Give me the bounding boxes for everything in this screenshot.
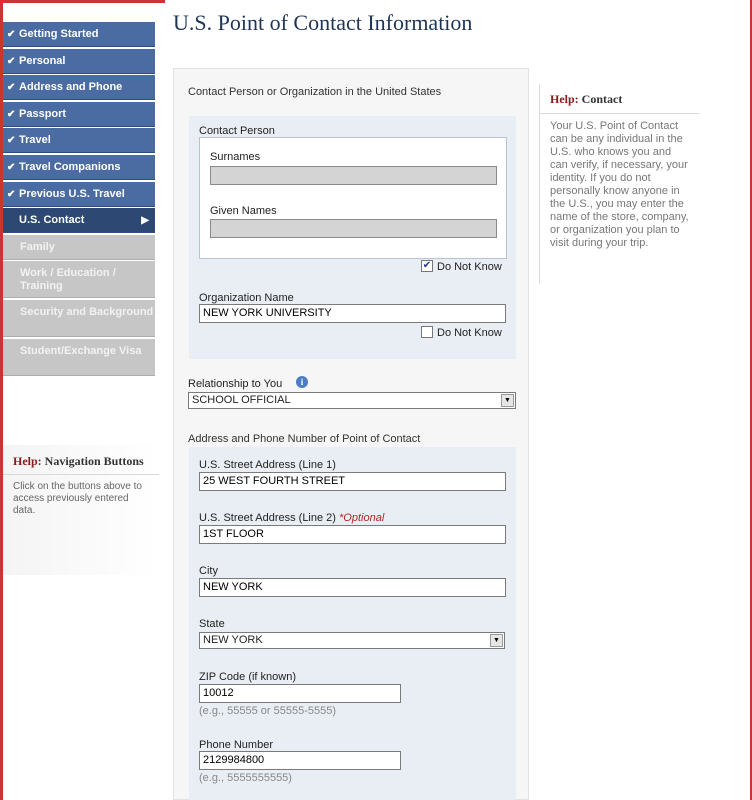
street-line2-label: U.S. Street Address (Line 2) *Optional [199, 512, 385, 524]
check-icon: ✔ [7, 55, 16, 67]
sidebar-item-label: U.S. Contact [19, 214, 85, 227]
org-do-not-know-label: Do Not Know [437, 327, 502, 339]
sidebar-item-label: Work / Education / Training [20, 267, 116, 293]
phone-label: Phone Number [199, 739, 273, 751]
sidebar-item-personal[interactable] [3, 49, 155, 74]
surnames-label: Surnames [210, 151, 261, 163]
sidebar-item-label: Personal [19, 54, 66, 67]
city-input[interactable]: NEW YORK [199, 578, 506, 597]
sidebar-item-label: Travel [19, 134, 51, 147]
given-names-label: Given Names [210, 205, 277, 217]
relationship-value: SCHOOL OFFICIAL [192, 394, 291, 406]
sidebar-item-passport[interactable] [3, 102, 155, 127]
given-names-input[interactable] [210, 219, 497, 238]
sidebar-item-getting-started[interactable] [3, 22, 155, 47]
chevron-down-icon: ▼ [490, 634, 503, 647]
state-value: NEW YORK [203, 634, 263, 646]
street-line2-input[interactable]: 1ST FLOOR [199, 525, 506, 544]
city-label: City [199, 565, 218, 577]
navigation-help-panel [3, 445, 159, 575]
relationship-select[interactable] [188, 392, 516, 409]
street-line1-input[interactable]: 25 WEST FOURTH STREET [199, 472, 506, 491]
navigation-help-title: Help: Navigation Buttons [3, 445, 159, 475]
zip-label: ZIP Code (if known) [199, 671, 297, 683]
sidebar-item-work-education [3, 261, 155, 298]
sidebar-item-security [3, 300, 155, 337]
state-label: State [199, 618, 225, 630]
sidebar-item-label: Travel Companions [19, 160, 121, 173]
organization-name-input[interactable]: NEW YORK UNIVERSITY [199, 304, 506, 323]
person-do-not-know-checkbox[interactable]: ✔ [422, 260, 432, 271]
contact-help-text: Your U.S. Point of Contact can be any individual in the U.S. who knows you and can verify, if necessary, your identity. If you do not personally know anyone in the U.S., you may enter the name of the store, company, or organization you plan to visit during your trip. [550, 120, 689, 249]
contact-help-panel [539, 84, 699, 250]
sidebar-item-travel[interactable] [3, 128, 155, 153]
page-title: U.S. Point of Contact Information [173, 10, 473, 35]
phone-input[interactable]: 2129984800 [199, 751, 401, 770]
sidebar-item-previous-us-travel[interactable] [3, 182, 155, 207]
sidebar-item-address-and-phone[interactable] [3, 75, 155, 100]
sidebar-item-label: Security and Background [20, 305, 154, 318]
sidebar-item-label: Previous U.S. Travel [19, 187, 125, 200]
contact-help-title: Help: Contact [539, 84, 699, 114]
org-do-not-know-checkbox[interactable] [421, 326, 433, 338]
phone-hint: (e.g., 5555555555) [199, 772, 292, 784]
check-icon: ✔ [7, 161, 16, 173]
contact-section-label: Contact Person or Organization in the United States [188, 86, 442, 98]
check-icon: ✔ [7, 29, 16, 40]
address-box [189, 447, 516, 800]
sidebar-item-label: Passport [19, 107, 67, 120]
check-icon: ✔ [7, 108, 16, 120]
person-do-not-know-label: Do Not Know [437, 261, 502, 273]
sidebar-item-label: Address and Phone [19, 81, 123, 94]
zip-input[interactable]: 10012 [199, 684, 401, 703]
optional-tag: *Optional [339, 512, 385, 524]
check-icon: ✔ [7, 82, 16, 94]
info-icon[interactable]: i [296, 376, 308, 388]
navigation-help-text: Click on the buttons above to access previously entered data. [13, 481, 142, 516]
form-panel [173, 68, 529, 800]
sidebar-nav [3, 22, 155, 377]
sidebar-item-family [3, 235, 155, 260]
check-icon: ✔ [7, 135, 16, 147]
contact-person-box [199, 137, 507, 259]
zip-hint: (e.g., 55555 or 55555-5555) [199, 705, 336, 717]
contact-person-label: Contact Person [199, 125, 275, 137]
state-select[interactable] [199, 632, 505, 649]
sidebar-item-student-exchange [3, 339, 155, 376]
surnames-input[interactable] [210, 166, 497, 185]
sidebar-item-travel-companions[interactable] [3, 155, 155, 180]
sidebar-item-label: Family [20, 240, 55, 253]
sidebar-item-label: Student/Exchange Visa [20, 344, 142, 357]
relationship-label: Relationship to You [188, 378, 283, 390]
chevron-down-icon: ▼ [501, 394, 514, 407]
sidebar-item-label: Getting Started [19, 28, 99, 40]
organization-name-label: Organization Name [199, 292, 294, 304]
street-line1-label: U.S. Street Address (Line 1) [199, 459, 336, 471]
arrow-right-icon: ▶ [141, 215, 149, 227]
sidebar-item-us-contact[interactable] [3, 208, 155, 233]
address-section-label: Address and Phone Number of Point of Contact [188, 433, 421, 445]
window-frame-top [0, 0, 165, 3]
contact-box [189, 116, 516, 359]
check-icon: ✔ [7, 188, 16, 200]
